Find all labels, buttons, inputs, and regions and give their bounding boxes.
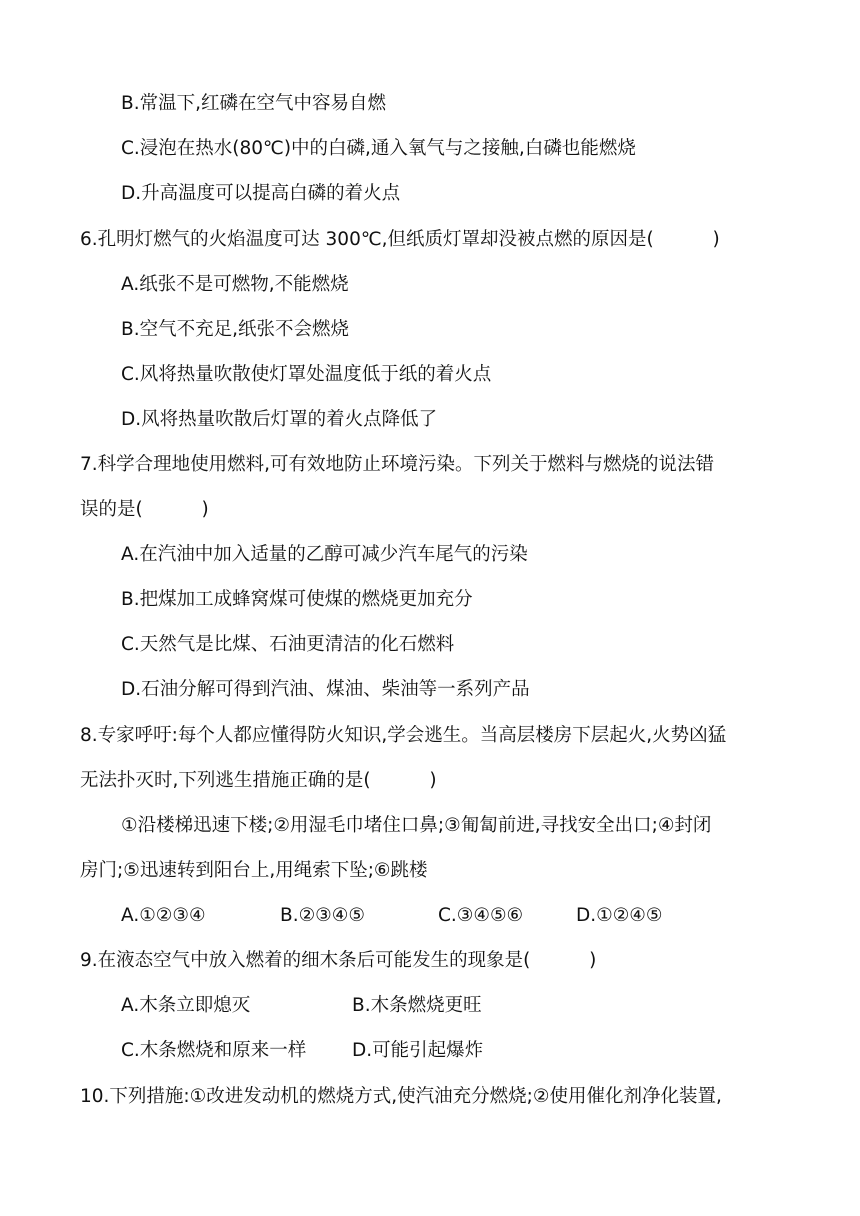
q5-option-c: C.浸泡在热水(80℃)中的白磷,通入氧气与之接触,白磷也能燃烧 — [121, 138, 636, 159]
q8-items-line2: 房门;⑤迅速转到阳台上,用绳索下坠;⑥跳楼 — [80, 860, 428, 881]
q9-option-d: D.可能引起爆炸 — [352, 1040, 484, 1061]
q8-option-c: C.③④⑤⑥ — [438, 905, 524, 926]
q10-stem-line1: 10.下列措施:①改进发动机的燃烧方式,使汽油充分燃烧;②使用催化剂净化装置, — [80, 1086, 722, 1107]
q7-stem-line2: 误的是( ) — [80, 499, 209, 520]
q9-option-b: B.木条燃烧更旺 — [352, 995, 482, 1016]
q6-option-b: B.空气不充足,纸张不会燃烧 — [121, 319, 349, 340]
q7-option-c: C.天然气是比煤、石油更清洁的化石燃料 — [121, 634, 455, 655]
q8-option-d: D.①②④⑤ — [576, 905, 663, 926]
q8-option-a: A.①②③④ — [121, 905, 206, 926]
q8-stem-line2: 无法扑灭时,下列逃生措施正确的是( ) — [80, 770, 437, 791]
q9-stem: 9.在液态空气中放入燃着的细木条后可能发生的现象是( ) — [80, 950, 597, 971]
q8-stem-line1: 8.专家呼吁:每个人都应懂得防火知识,学会逃生。当高层楼房下层起火,火势凶猛 — [80, 725, 727, 746]
q6-stem: 6.孔明灯燃气的火焰温度可达 300℃,但纸质灯罩却没被点燃的原因是( ) — [80, 229, 720, 250]
q7-option-d: D.石油分解可得到汽油、煤油、柴油等一系列产品 — [121, 679, 530, 700]
q6-option-d: D.风将热量吹散后灯罩的着火点降低了 — [121, 409, 438, 430]
q7-option-b: B.把煤加工成蜂窝煤可使煤的燃烧更加充分 — [121, 589, 473, 610]
q6-option-a: A.纸张不是可燃物,不能燃烧 — [121, 274, 349, 295]
q8-option-b: B.②③④⑤ — [280, 905, 365, 926]
q5-option-d: D.升高温度可以提高白磷的着火点 — [121, 183, 401, 204]
q7-option-a: A.在汽油中加入适量的乙醇可减少汽车尾气的污染 — [121, 544, 528, 565]
q6-option-c: C.风将热量吹散使灯罩处温度低于纸的着火点 — [121, 364, 492, 385]
q7-stem-line1: 7.科学合理地使用燃料,可有效地防止环境污染。下列关于燃料与燃烧的说法错 — [80, 454, 715, 475]
q9-option-a: A.木条立即熄灭 — [121, 995, 251, 1016]
q5-option-b: B.常温下,红磷在空气中容易自燃 — [121, 93, 386, 114]
q9-option-c: C.木条燃烧和原来一样 — [121, 1040, 307, 1061]
q8-items-line1: ①沿楼梯迅速下楼;②用湿毛巾堵住口鼻;③匍匐前进,寻找安全出口;④封闭 — [121, 815, 712, 836]
